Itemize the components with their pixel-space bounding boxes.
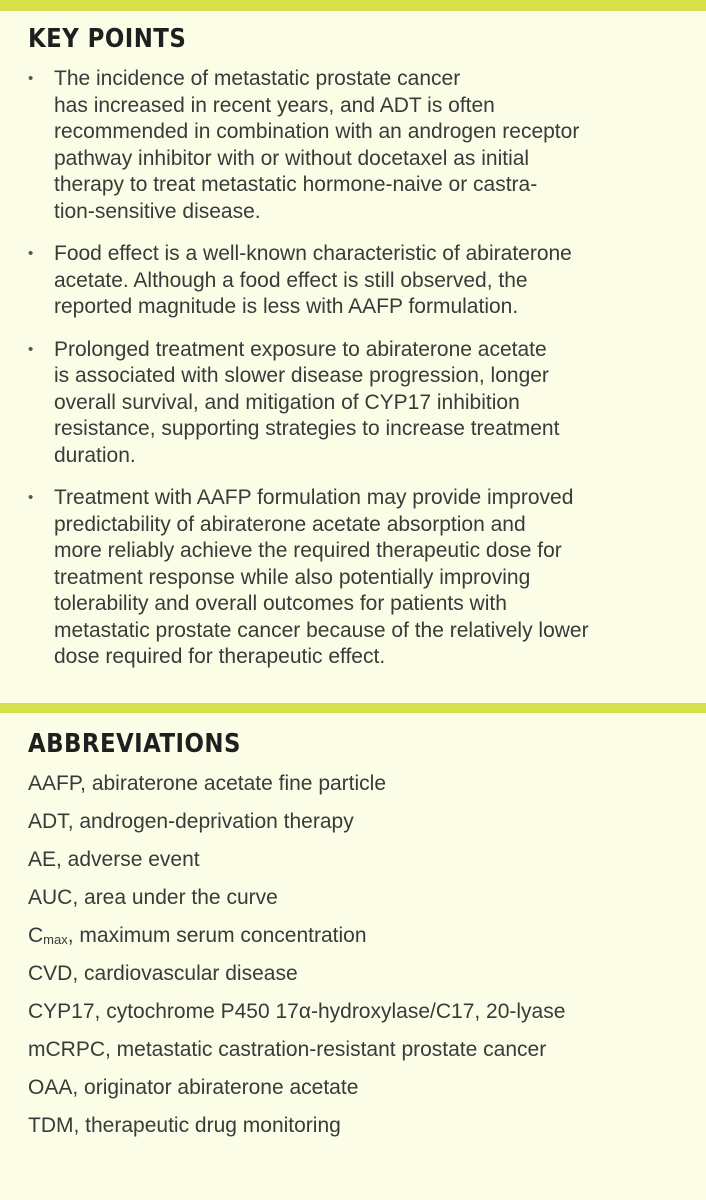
abbreviation-term: OAA xyxy=(28,1076,73,1099)
abbreviation-definition: , cardiovascular disease xyxy=(72,962,298,985)
abbreviation-definition: , cytochrome P450 17α-hydroxylase/C17, 20-lyase xyxy=(94,1000,566,1023)
key-point-item xyxy=(28,337,688,470)
abbreviation-term: AUC xyxy=(28,886,73,909)
key-point-item xyxy=(28,485,688,671)
abbreviation-item xyxy=(28,1031,698,1069)
key-point-text: Food effect is a well-known characteristic of abiraterone acetate. Although a food effect is still observed, the reported magnitude is less with AAFP formulation. xyxy=(54,242,572,318)
abbreviations-heading: ABBREVIATIONS xyxy=(28,729,241,759)
abbreviation-item xyxy=(28,1107,698,1145)
abbreviation-definition: , abiraterone acetate fine particle xyxy=(80,772,387,795)
abbreviation-definition: , metastatic castration-resistant prostate cancer xyxy=(105,1038,547,1061)
key-point-item xyxy=(28,66,688,225)
abbreviation-item xyxy=(28,993,698,1031)
abbreviation-definition: , therapeutic drug monitoring xyxy=(73,1114,341,1137)
abbreviation-term-subscript: max xyxy=(43,932,68,947)
abbreviation-term: TDM xyxy=(28,1114,74,1137)
abbreviation-term: AAFP xyxy=(28,772,81,795)
abbreviation-term: C xyxy=(28,924,44,947)
abbreviation-item xyxy=(28,765,698,803)
abbreviations-list xyxy=(28,765,698,1145)
abbreviation-term: ADT xyxy=(28,810,68,833)
abbreviation-term: CVD xyxy=(28,962,73,985)
key-point-item xyxy=(28,241,688,321)
abbreviation-definition: , area under the curve xyxy=(72,886,278,909)
abbreviation-definition: , androgen-deprivation therapy xyxy=(67,810,354,833)
key-point-text: The incidence of metastatic prostate cancer has increased in recent years, and ADT is often recommended in combination with an androgen receptor pathway inhibitor with or without docetaxel as initial therapy to treat metastatic hormone-naive or castra- tion-sensitive disease. xyxy=(54,67,580,223)
abbreviation-definition: , maximum serum concentration xyxy=(67,924,367,947)
abbreviation-item xyxy=(28,803,698,841)
abbreviation-item xyxy=(28,879,698,917)
key-point-text: Treatment with AAFP formulation may provide improved predictability of abiraterone acetate absorption and more reliably achieve the required therapeutic dose for treatment response while also potentially improving tolerability and overall outcomes for patients with metastatic prostate cancer because of the relatively lower dose required for therapeutic effect. xyxy=(54,486,589,668)
key-points-list xyxy=(28,66,688,687)
abbreviation-term: AE xyxy=(28,848,57,871)
abbreviation-item xyxy=(28,841,698,879)
abbreviation-definition: , originator abiraterone acetate xyxy=(72,1076,359,1099)
abbreviation-item xyxy=(28,1069,698,1107)
top-accent-rule xyxy=(0,0,706,11)
key-point-text: Prolonged treatment exposure to abiraterone acetate is associated with slower disease progression, longer overall survival, and mitigation of CYP17 inhibition resistance, supporting strategies to increase treatment duration. xyxy=(54,337,560,467)
abbreviation-term: CYP17 xyxy=(28,1000,95,1023)
key-points-heading: KEY POINTS xyxy=(28,24,187,54)
abbreviation-item xyxy=(28,917,698,955)
section-divider-rule xyxy=(0,703,706,713)
abbreviation-definition: , adverse event xyxy=(56,848,200,871)
abbreviation-term: mCRPC xyxy=(28,1038,105,1061)
abbreviation-item xyxy=(28,955,698,993)
